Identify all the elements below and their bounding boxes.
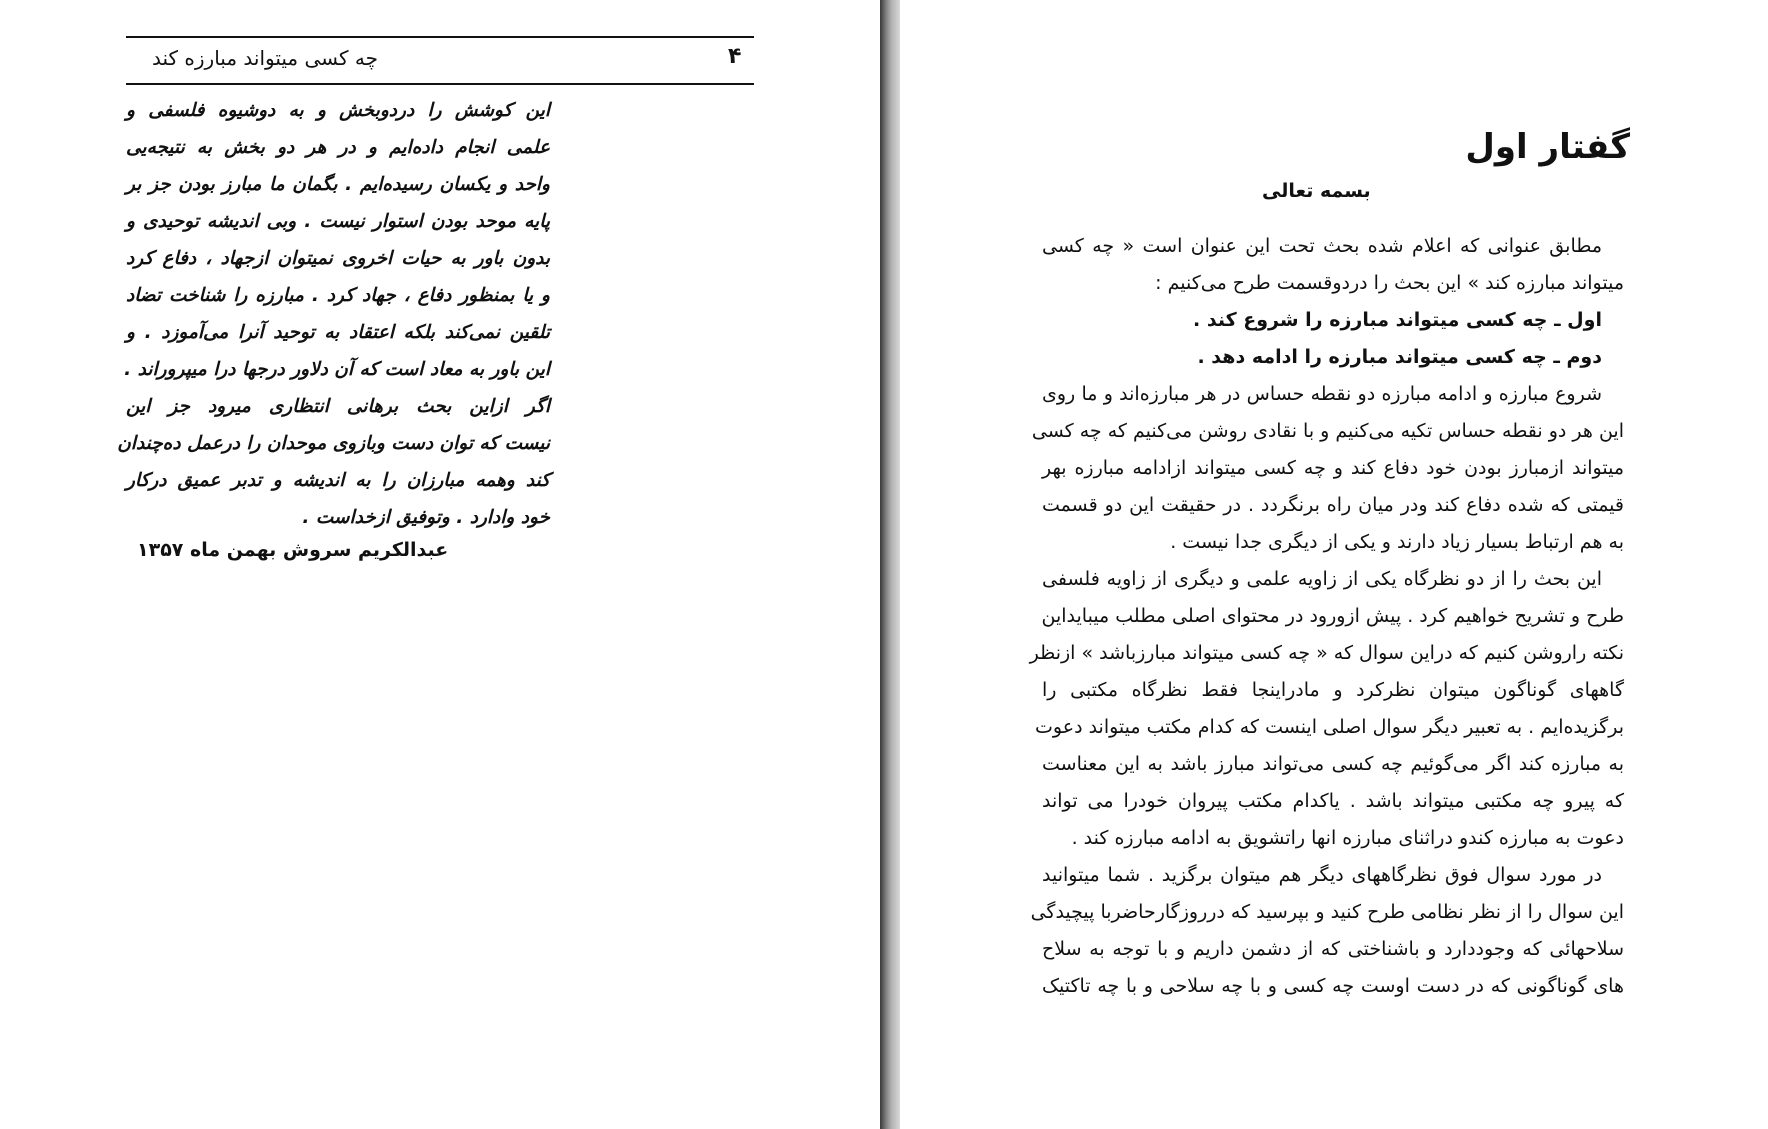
text-line: در مورد سوال فوق نظرگاههای دیگر هم میتوان برگزید . شما میتوانید [1042,864,1602,886]
header-bottom-rule [126,83,754,85]
text-line: اول ـ چه کسی میتواند مبارزه را شروع کند . [1193,309,1602,331]
left-page [0,0,880,1129]
preface-text [117,92,550,536]
text-line: خود وادارد . وتوفیق ازخداست . [302,507,550,528]
text-line: سلاحهائی که وجوددارد و باشناختی که از دشمن داریم و با توجه به سلاح‌ [1042,938,1624,960]
text-line: طرح و تشریح خواهیم کرد . پیش ازورود در محتوای اصلی مطلب میبایداین [1041,605,1624,627]
text-line: این کوشش را دردوبخش و به دوشیوه فلسفی و [126,100,550,121]
text-line: به هم ارتباط بسیار زیاد دارند و یکی از دیگری جدا نیست . [1170,531,1624,553]
text-line: مطابق عنوانی که اعلام شده بحث تحت این عنوان است « چه کسی [1042,235,1602,257]
text-line: بدون باور به حیات اخروی نمیتوان ازجهاد ، دفاع کرد [126,248,550,269]
running-head: چه کسی میتواند مبارزه کند [152,46,378,70]
text-line: این بحث را از دو نظرگاه یکی از زاویه علمی و دیگری از زاویه فلسفی [1042,568,1602,590]
text-line: قیمتی که شده دفاع کند ودر میان راه برنگردد . در حقیقت این دو قسمت [1042,494,1624,516]
header-top-rule [126,36,754,38]
text-line: این هر دو نقطه حساس تکیه می‌کنیم و با نقادی روشن می‌کنیم که چه کسی [1031,420,1624,442]
page-number: ۴ [728,44,742,69]
text-line: واحد و یکسان رسیده‌ایم . بگمان ما مبارز بودن جز بر [126,174,550,195]
text-line: میتواند ازمبارز بودن خود دفاع کند و چه کسی میتواند ازادامه مبارزه بهر [1042,457,1624,479]
text-line: و یا بمنظور دفاع ، جهاد کرد . مبارزه را شناخت تضاد [126,285,550,306]
text-line: این سوال را از نظر نظامی طرح کنید و بپرسید که درروزگارحاضربا پیچیدگی [1030,901,1624,923]
text-line: اگر ازاین بحث برهانی انتظاری میرود جز این [126,396,550,417]
text-line: میتواند مبارزه کند » این بحث را دردوقسمت طرح می‌کنیم : [1155,272,1624,294]
bismillah-heading: بسمه تعالی [1262,180,1371,202]
text-line: به مبارزه کند اگر می‌گوئیم چه کسی می‌تواند مبارز باشد به این معناست [1042,753,1624,775]
author-signature: عبدالکریم سروش بهمن ماه ۱۳۵۷ [137,539,449,561]
text-line: کند وهمه مبارزان را به اندیشه و تدبر عمیق درکار [126,470,550,491]
text-line: علمی انجام داده‌ایم و در هر دو بخش به نتیجه‌یی [126,137,550,158]
text-line: برگزیده‌ایم . به تعبیر دیگر سوال اصلی اینست که کدام مکتب میتواند دعوت [1035,716,1624,738]
text-line: گاههای گوناگون میتوان نظرکرد و مادراینجا فقط نظرگاه مکتبی را [1042,679,1624,701]
text-line: دوم ـ چه کسی میتواند مبارزه را ادامه دهد . [1197,346,1602,368]
text-line: پایه موحد بودن استوار نیست . وبی اندیشه توحیدی و [126,211,550,232]
text-line: شروع مبارزه و ادامه مبارزه دو نقطه حساس در هر مبارزه‌اند و ما روی [1042,383,1602,405]
chapter-title: گفتار اول [1465,127,1630,167]
text-line: این باور به معاد است که آن دلاور درجها درا میپروراند . [124,359,550,380]
text-line: نیست که توان دست وبازوی موحدان را درعمل ده‌چندان [117,433,550,454]
book-spine [880,0,900,1129]
text-line: که پیرو چه مکتبی میتواند باشد . یاکدام مکتب پیروان خودرا می تواند [1042,790,1624,812]
chapter-body-text [1029,228,1624,1005]
text-line: نکته راروشن کنیم که دراین سوال که « چه کسی میتواند مبارزباشد » ازنظر [1029,642,1624,664]
text-line: دعوت به مبارزه کندو دراثنای مبارزه انها راتشویق به ادامه مبارزه کند . [1071,827,1624,849]
text-line: تلقین نمی‌کند بلکه اعتقاد به توحید آنرا می‌آموزد . و [126,322,550,343]
text-line: های گوناگونی که در دست اوست چه کسی و با چه سلاحی و با چه تاکتیک [1042,975,1624,997]
